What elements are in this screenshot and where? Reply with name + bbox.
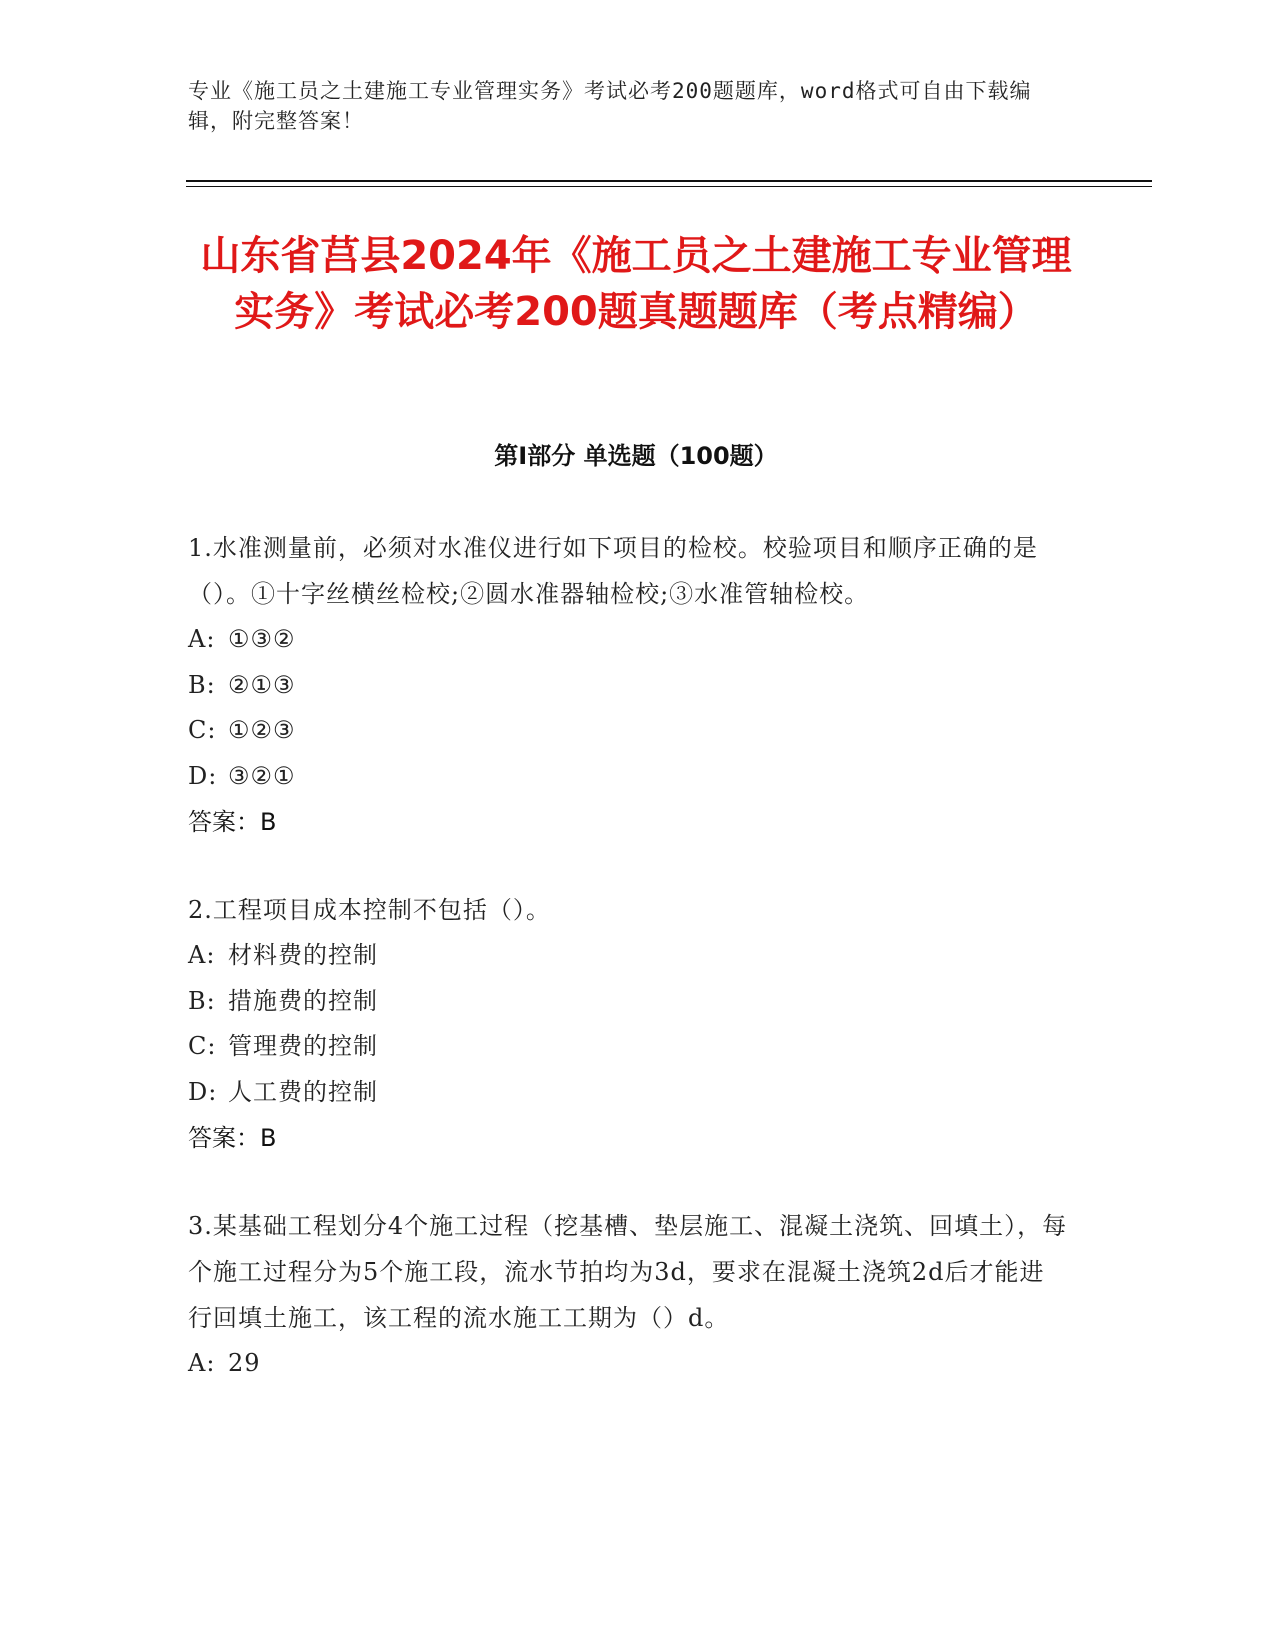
option-letter: D:: [188, 761, 218, 790]
option-b: [188, 979, 1068, 1025]
option-d: [188, 1070, 1068, 1116]
option-letter: C:: [188, 1032, 217, 1060]
question-3: [188, 1203, 1068, 1387]
answer-line: 答案：B: [188, 808, 277, 836]
section-heading: 第Ⅰ部分 单选题（100题）: [494, 442, 778, 470]
option-text: 材料费的控制: [228, 941, 378, 969]
option-text: ②①③: [228, 670, 296, 699]
option-letter: A:: [188, 1349, 216, 1377]
option-b: [188, 663, 1068, 709]
option-letter: C:: [188, 716, 217, 744]
option-letter: A:: [188, 941, 216, 969]
option-letter: B:: [188, 986, 216, 1015]
option-text: 29: [228, 1349, 261, 1377]
option-a: [188, 933, 1068, 979]
option-text: 措施费的控制: [228, 986, 378, 1015]
option-text: 人工费的控制: [228, 1077, 378, 1106]
option-text: ①②③: [228, 716, 296, 744]
header-divider-thin: [186, 186, 1152, 187]
option-letter: A:: [188, 625, 216, 653]
option-a: [188, 617, 1068, 663]
question-stem: 1.水准测量前，必须对水准仪进行如下项目的检校。校验项目和顺序正确的是（）。①十字丝横丝检校;②圆水准器轴检校;③水准管轴检校。: [188, 534, 1038, 608]
option-text: ③②①: [228, 761, 296, 790]
option-text: 管理费的控制: [228, 1032, 378, 1060]
option-d: [188, 754, 1068, 800]
question-2: [188, 887, 1068, 1161]
header-divider-thick: [186, 180, 1152, 182]
question-1: [188, 525, 1068, 845]
header-note: 专业《施工员之土建施工专业管理实务》考试必考200题题库，word格式可自由下载编辑，附完整答案！: [188, 79, 1032, 133]
document-title: 山东省莒县2024年《施工员之土建施工专业管理实务》考试必考200题真题题库（考点精编）: [200, 233, 1072, 335]
option-a: [188, 1341, 1068, 1387]
option-c: [188, 708, 1068, 754]
option-c: [188, 1024, 1068, 1070]
answer-line: 答案：B: [188, 1124, 277, 1152]
question-list: [188, 525, 1068, 1429]
question-stem: 3.某基础工程划分4个施工过程（挖基槽、垫层施工、混凝土浇筑、回填土），每个施工过程分为5个施工段，流水节拍均为3d，要求在混凝土浇筑2d后才能进行回填土施工，该工程的流水施工工期为（）d。: [188, 1212, 1068, 1332]
option-letter: D:: [188, 1077, 218, 1106]
option-text: ①③②: [228, 625, 296, 653]
option-letter: B:: [188, 670, 216, 699]
question-stem: 2.工程项目成本控制不包括（）。: [188, 896, 551, 924]
